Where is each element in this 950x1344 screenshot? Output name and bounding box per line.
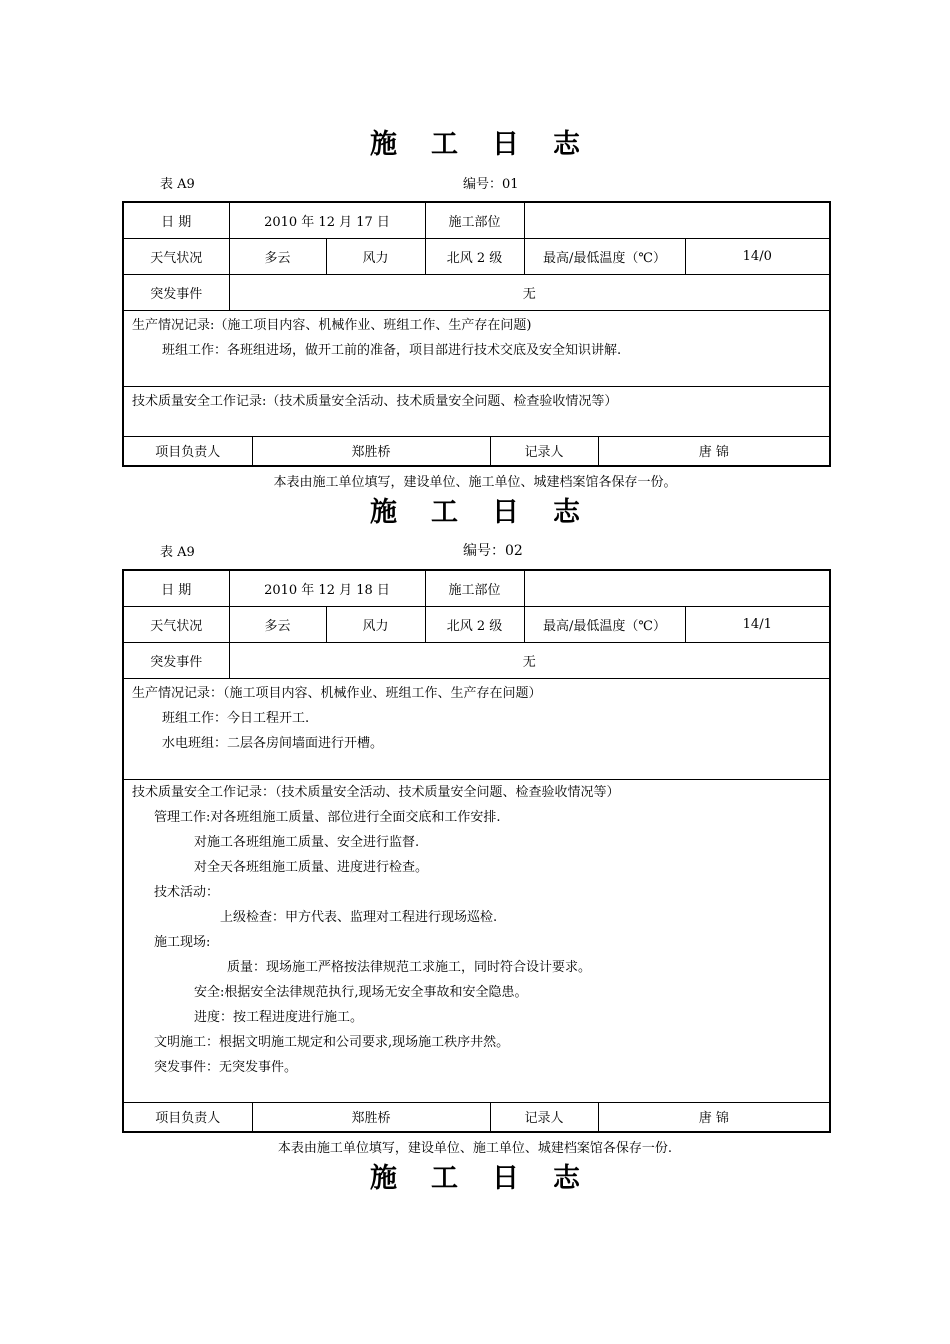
tech-line: 对全天各班组施工质量、进度进行检查。 [194,859,429,875]
production-line: 水电班组：二层各房间墙面进行开槽。 [162,735,384,751]
manager-label: 项目负责人 [123,436,252,466]
date-value: 2010 年 12 月 18 日 [229,570,425,606]
production-heading: 生产情况记录:（施工项目内容、机械作业、班组工作、生产存在问题) [132,317,532,333]
page-title: 施 工 日 志 [370,497,580,528]
page-title: 施 工 日 志 [370,129,580,160]
tech-record [123,779,830,1102]
serial-number: 编号：01 [463,177,519,192]
tech-line: 技术活动： [154,884,220,900]
form-label: 表 A9 [160,177,195,192]
page-title: 施 工 日 志 [370,1163,580,1194]
tech-line: 突发事件：无突发事件。 [154,1059,298,1075]
part-label: 施工部位 [425,570,524,606]
recorder-label: 记录人 [490,1102,598,1132]
form-label: 表 A9 [160,545,195,560]
wind-label: 风力 [326,606,425,642]
temp-value: 14/1 [685,606,830,642]
tech-line: 安全:根据安全法律规范执行,现场无安全事故和安全隐患。 [194,984,528,1000]
recorder-label: 记录人 [490,436,598,466]
incident-label: 突发事件 [123,642,229,678]
incident-label: 突发事件 [123,274,229,310]
date-value: 2010 年 12 月 17 日 [229,202,425,238]
date-label: 日 期 [123,202,229,238]
incident-value: 无 [229,274,830,310]
weather-label: 天气状况 [123,238,229,274]
manager-value: 郑胜桥 [252,1102,490,1132]
incident-value: 无 [229,642,830,678]
production-line: 班组工作：今日工程开工. [162,710,310,726]
part-label: 施工部位 [425,202,524,238]
production-heading: 生产情况记录：（施工项目内容、机械作业、班组工作、生产存在问题） [132,685,542,701]
tech-record [123,386,830,436]
production-record [123,678,830,779]
manager-value: 郑胜桥 [252,436,490,466]
part-value [524,570,830,606]
date-label: 日 期 [123,570,229,606]
temp-value: 14/0 [685,238,830,274]
log-table [122,201,831,467]
part-value [524,202,830,238]
serial-number: 编号：02 [463,543,523,559]
footnote: 本表由施工单位填写，建设单位、施工单位、城建档案馆各保存一份。 [273,475,677,490]
footnote: 本表由施工单位填写，建设单位、施工单位、城建档案馆各保存一份. [277,1141,673,1156]
weather-label: 天气状况 [123,606,229,642]
tech-line: 管理工作:对各班组施工质量、部位进行全面交底和工作安排. [154,809,501,825]
temp-label: 最高/最低温度（℃） [524,606,685,642]
manager-label: 项目负责人 [123,1102,252,1132]
production-line: 班组工作：各班组进场，做开工前的准备，项目部进行技术交底及安全知识讲解. [162,342,622,358]
production-record [123,310,830,386]
log-table [122,569,831,1133]
weather-value: 多云 [229,238,326,274]
tech-heading: 技术质量安全工作记录:（技术质量安全活动、技术质量安全问题、检查验收情况等） [132,393,618,409]
weather-value: 多云 [229,606,326,642]
wind-value: 北风 2 级 [425,238,524,274]
tech-line: 文明施工：根据文明施工规定和公司要求,现场施工秩序井然。 [154,1034,510,1050]
tech-heading: 技术质量安全工作记录：（技术质量安全活动、技术质量安全问题、检查验收情况等） [132,784,620,800]
tech-line: 进度：按工程进度进行施工。 [194,1009,364,1025]
tech-line: 施工现场: [154,934,211,950]
tech-line: 上级检查：甲方代表、监理对工程进行现场巡检. [220,909,498,925]
wind-value: 北风 2 级 [425,606,524,642]
tech-line: 对施工各班组施工质量、安全进行监督. [194,834,420,850]
temp-label: 最高/最低温度（℃） [524,238,685,274]
recorder-value: 唐 锦 [598,436,830,466]
wind-label: 风力 [326,238,425,274]
tech-line: 质量：现场施工严格按法律规范工求施工，同时符合设计要求。 [227,959,592,975]
recorder-value: 唐 锦 [598,1102,830,1132]
